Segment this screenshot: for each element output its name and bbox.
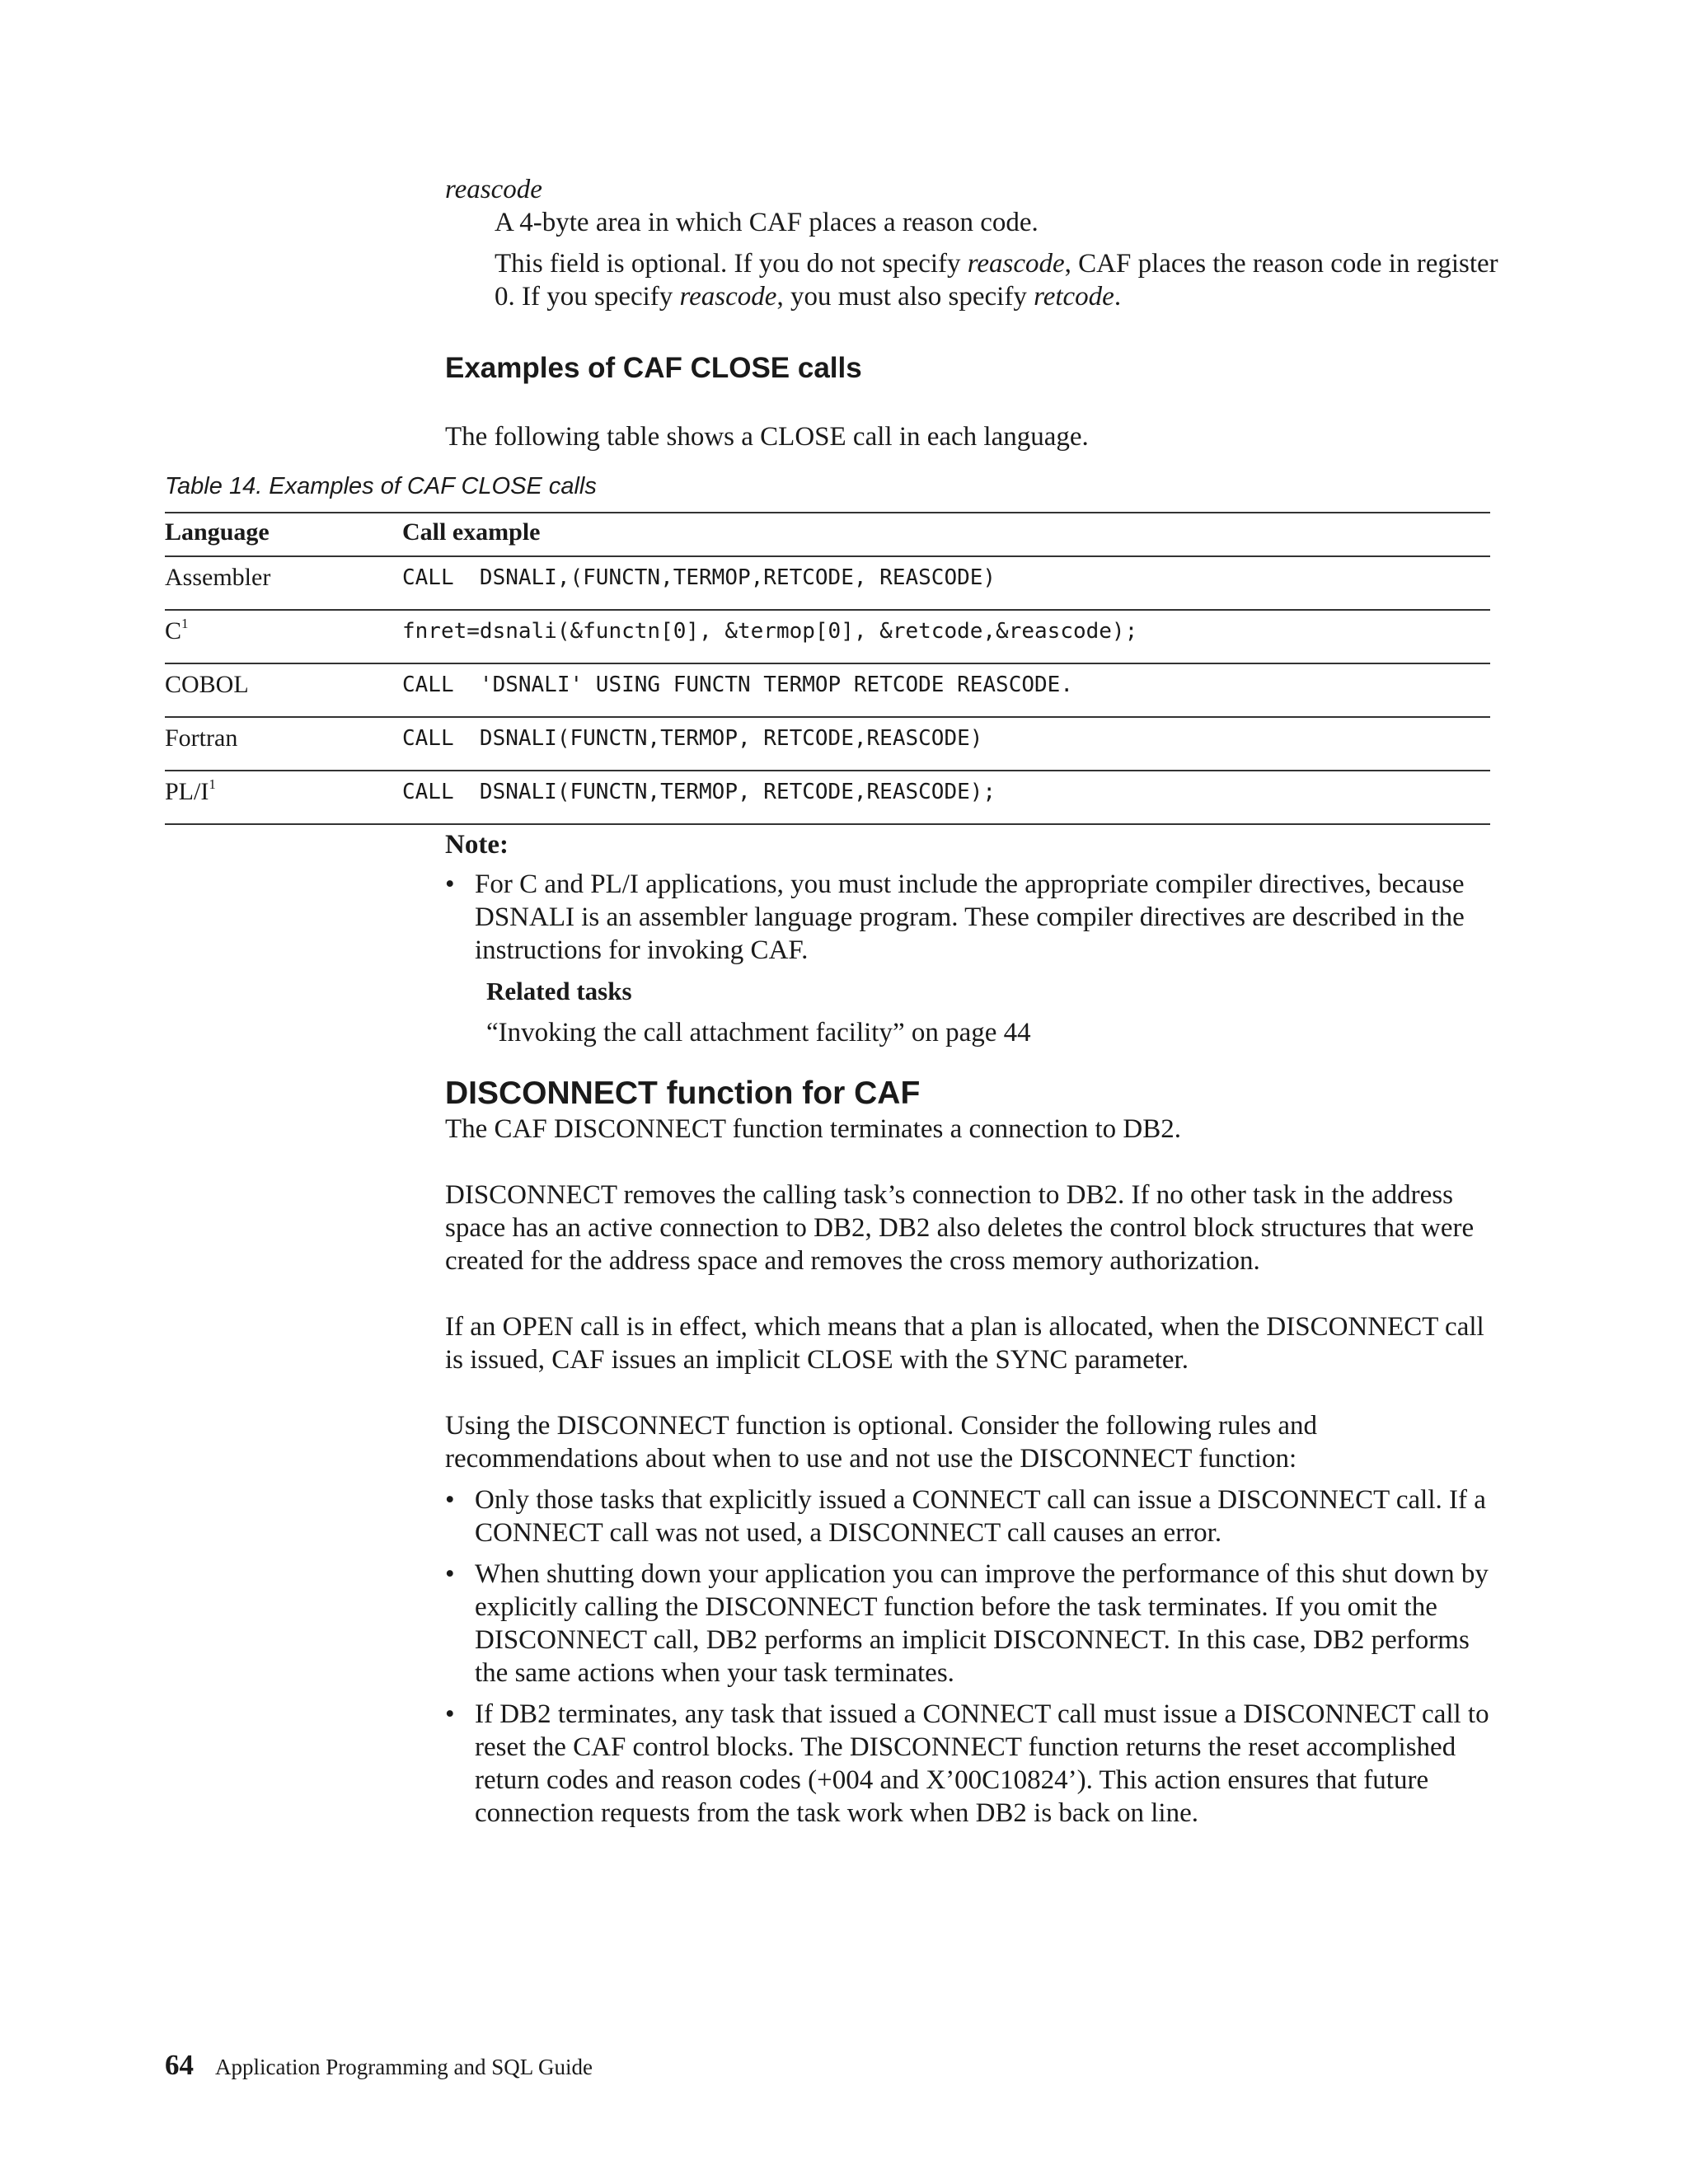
footnote-marker: 1 (181, 616, 189, 631)
related-tasks (445, 975, 1500, 1049)
param-optional-paragraph: This field is optional. If you do not specify reascode, CAF places the reason code in register 0. If you specify reascode, you must also specify retcode. (495, 249, 1498, 312)
table-cell-language: $PL/I^1$ (165, 771, 402, 824)
page-footer (165, 2049, 593, 2082)
table-cell-code: fnret=dsnali(&functn[0], &termop[0], &retcode,&reascode); (402, 610, 1490, 663)
disconnect-paragraph: If an OPEN call is in effect, which means that a plan is allocated, when the DISCONNECT call is issued, CAF issues an implicit CLOSE with the SYNC parameter. (445, 1312, 1484, 1375)
note-section (445, 828, 1500, 1049)
note-bullet-list (445, 868, 1500, 967)
page-number: 64 (165, 2049, 194, 2081)
table-cell-code: CALL DSNALI,(FUNCTN,TERMOP,RETCODE, REASCODE) (402, 556, 1490, 610)
list-item: • Only those tasks that explicitly issued a CONNECT call can issue a DISCONNECT call. If a CONNECT call was not used, a DISCONNECT call causes an error. (445, 1485, 1486, 1548)
disconnect-rules-list (445, 1483, 1500, 1830)
list-item: • For C and PL/I applications, you must include the appropriate compiler directives, because DSNALI is an assembler language program. These compiler directives are described in the instructions for invoking CAF. (445, 869, 1465, 965)
examples-table (165, 512, 1490, 825)
table-row (165, 663, 1490, 717)
footnote-marker: 1 (209, 776, 216, 792)
table-cell-language: Fortran (165, 717, 402, 771)
examples-intro: The following table shows a CLOSE call in each language. (445, 422, 1089, 452)
param-term: reascode (445, 175, 542, 204)
related-tasks-label: Related tasks (486, 977, 632, 1005)
disconnect-paragraph: The CAF DISCONNECT function terminates a connection to DB2. (445, 1114, 1182, 1144)
disconnect-body (445, 1113, 1500, 1838)
examples-heading: Examples of CAF CLOSE calls (445, 352, 862, 384)
table-row (165, 556, 1490, 610)
book-title: Application Programming and SQL Guide (215, 2055, 593, 2079)
table-cell-language: $C^1$ (165, 610, 402, 663)
param-description: A 4-byte area in which CAF places a reason code. (495, 208, 1039, 237)
list-item: • If DB2 terminates, any task that issued a CONNECT call must issue a DISCONNECT call to reset the CAF control blocks. The DISCONNECT function returns the reset accomplished return codes and reason codes (+004 and X’00C10824’). This action ensures that future connection requests from the task work when DB2 is back on line. (445, 1699, 1489, 1828)
table-row (165, 610, 1490, 663)
table-cell-language: COBOL (165, 663, 402, 717)
disconnect-paragraph: Using the DISCONNECT function is optional. Consider the following rules and recommendations about when to use and not use the DISCONNECT function: (445, 1411, 1318, 1474)
table-header-row (165, 513, 1490, 556)
note-label: Note: (445, 830, 509, 860)
table-cell-code: CALL 'DSNALI' USING FUNCTN TERMOP RETCODE REASCODE. (402, 663, 1490, 717)
table-caption: Table 14. Examples of CAF CLOSE calls (165, 473, 597, 499)
table-cell-code: CALL DSNALI(FUNCTN,TERMOP, RETCODE,REASCODE) (402, 717, 1490, 771)
disconnect-heading: DISCONNECT function for CAF (445, 1076, 921, 1111)
table-header-language: Language (165, 513, 402, 556)
disconnect-paragraph: DISCONNECT removes the calling task’s connection to DB2. If no other task in the address space has an active connection to DB2, DB2 also deletes the control block structures that were created for the address space and removes the cross memory authorization. (445, 1180, 1475, 1276)
param-reascode (445, 173, 1500, 313)
table-cell-language: Assembler (165, 556, 402, 610)
table-header-call-example: Call example (402, 513, 1490, 556)
related-task-link[interactable]: “Invoking the call attachment facility” on page 44 (486, 1018, 1031, 1047)
table-row (165, 717, 1490, 771)
list-item: • When shutting down your application you can improve the performance of this shut down by explicitly calling the DISCONNECT function before the task terminates. If you omit the DISCONNECT call, DB2 performs an implicit DISCONNECT. In this case, DB2 performs the same actions when your task terminates. (445, 1559, 1489, 1688)
table-row (165, 771, 1490, 824)
table-cell-code: CALL DSNALI(FUNCTN,TERMOP, RETCODE,REASCODE); (402, 771, 1490, 824)
